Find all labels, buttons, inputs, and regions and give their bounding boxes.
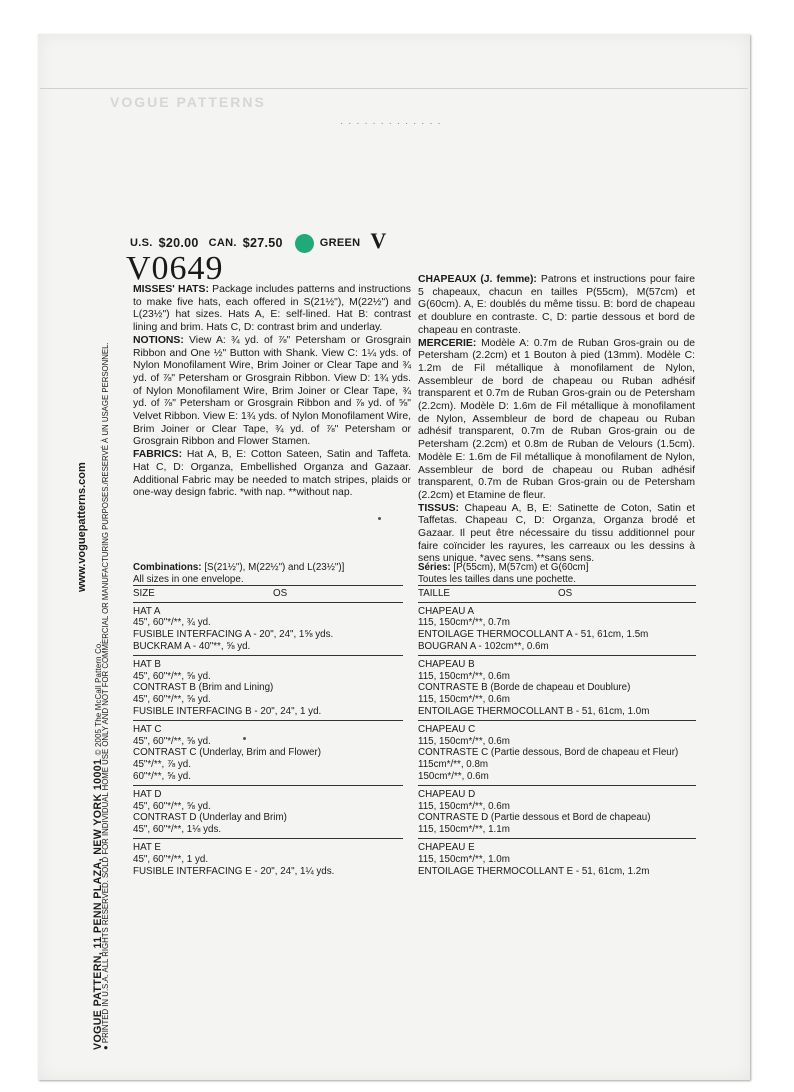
toutes-tailles-note: Toutes les tailles dans une pochette. [418,573,576,585]
yardage-line: 115cm*/**, 0.8m [418,758,489,770]
can-label: CAN. [208,237,237,249]
yardage-line: 115, 150cm*/**, 0.6m [418,693,510,705]
series-label: Séries: [418,562,451,573]
combinations-label: Combinations: [133,562,202,573]
yardage-line: 45", 60"*/**, 1⅛ yds. [133,823,222,835]
group-title: HAT B [133,659,161,671]
mercerie-text: Modèle A: 0.7m de Ruban Gros-grain ou de Petersham (2.2cm) et 1 Bouton à pied (13mm). Modèle C: 1.2m de Fil métallique à monofilament de Nylon, Assembleur de bord de chapeau ou Ruban adhésif transparent et 0.7m de Ruban Gros-grain ou de Petersham (2.2cm). Modèle D: 1.6m de Fil métallique à monofilament de Nylon, Assembleur de bord de chapeau ou Ruban adhésif transparent, 0.7m de Ruban Gros-grain ou de Petersham (2.2cm) et 0.8m de Ruban de Velours (1.5cm). Modèle E: 1.6m de Fil métallique à monofilament de Nylon, Assembleur de bord de chapeau ou Ruban adhésif transparent, 0.7m de Ruban Gros-grain ou de Petersham (2.2cm) et Etamine de fleur. [418,337,695,501]
website-url: www.voguepatterns.com [76,462,88,592]
yardage-line: 45"*/**, ⅞ yd. [133,758,191,770]
yardage-line: 45", 60"*/**, 1 yd. [133,854,209,866]
yardage-line: CONTRASTE C (Partie dessous, Bord de chapeau et Fleur) [418,747,679,759]
hat-group [133,838,403,880]
hat-group [133,655,403,720]
taille-value: OS [558,588,573,600]
mercerie-label: MERCERIE: [418,337,477,349]
chapeau-group [418,838,696,880]
notions-label: NOTIONS: [133,334,184,346]
yardage-line: 45", 60"*/**, ¾ yd. [133,617,211,629]
taille-label: TAILLE [418,588,450,600]
yardage-line: 115, 150cm*/**, 0.6m [418,735,510,747]
english-desc-text: Package includes patterns and instructions to make five hats, each offered in S(21½"), M(22½") and L(23½") hat sizes. Hats A, E: self-lined. Hat B: contrast lining and brim. Hats C, D: contrast brim and underlay. [133,284,411,334]
hat-group [133,603,403,655]
yardage-line: BOUGRAN A - 102cm**, 0.6m [418,640,549,652]
french-heading: CHAPEAUX (J. femme): [418,274,537,285]
yardage-line: ENTOILAGE THERMOCOLLANT A - 51, 61cm, 1.5m [418,628,649,640]
hat-group [133,720,403,785]
group-title: CHAPEAU A [418,605,475,617]
yardage-line: ENTOILAGE THERMOCOLLANT B - 51, 61cm, 1.0m [418,705,650,717]
yardage-line: FUSIBLE INTERFACING A - 20", 24", 1⅝ yds. [133,628,334,640]
group-title: CHAPEAU C [418,724,476,736]
chapeau-group [418,603,696,655]
yardage-line: 115, 150cm*/**, 0.7m [418,617,510,629]
can-price: $27.50 [242,236,283,250]
rights-notice: ● PRINTED IN U.S.A. ALL RIGHTS RESERVED. SOLD FOR INDIVIDUAL HOME USE ONLY AND NOT FOR COMMERCIAL OR MANUFACTURING PURPOSES./RESERVÉ À UN USAGE PERSONNEL. [101,342,110,1050]
tissus-text: Chapeau A, B, E: Satinette de Coton, Satin et Taffetas. Chapeau C, D: Organza, Organza brodé et Gazaar. Il peut être nécessaire du tissu additionnel pour faire coïncider les rayures, les carreaux ou les dessins à sens unique. *avec sens. **sans sens. [418,502,696,565]
hat-groups [133,603,403,880]
fabrics-label: FABRICS: [133,449,183,461]
yardage-table-french [418,562,696,880]
series-text: [P(55cm), M(57cm) et G(60cm] [453,562,589,573]
combinations-text: [S(21½"), M(22½") and L(23½")] [204,562,345,573]
yardage-line: CONTRAST D (Underlay and Brim) [133,812,287,824]
group-title: CHAPEAU B [418,659,475,671]
notions-text: View A: ¾ yd. of ⅞" Petersham or Grosgrain Ribbon and One ½" Button with Shank. View C: 1¼ yds. of Nylon Monofilament Wire, Brim Joiner or Clear Tape and ¾ yd. of ⅞" Petersham or Grosgrain Ribbon. View D: 1¾ yds. of Nylon Monofilament Wire, Brim Joiner or Clear Tape, ¾ yd. of ⅞" Petersham or Grosgrain Ribbon and ⅞ yd. of ⅝" Velvet Ribbon. View E: 1¾ yds. of Nylon Monofilament Wire, Brim Joiner or Clear Tape, ¾ yd. of ⅞" Petersham or Grosgrain Ribbon and Flower Stamen. [133,334,411,448]
french-description [418,274,695,566]
yardage-line: 150cm*/**, 0.6m [418,770,489,782]
yardage-line: CONTRAST B (Brim and Lining) [133,682,274,694]
chapeau-group [418,655,696,720]
size-header-row [133,585,403,603]
color-label: GREEN [319,237,361,249]
group-title: CHAPEAU E [418,842,475,854]
yardage-line: 45", 60"*/**, ⅝ yd. [133,693,211,705]
group-title: CHAPEAU D [418,789,476,801]
size-value: OS [273,588,288,600]
yardage-line: CONTRAST C (Underlay, Brim and Flower) [133,747,321,759]
ink-speck [378,517,381,520]
address-text: VOGUE PATTERN, 11 PENN PLAZA, NEW YORK 10001 [92,758,104,1050]
chapeau-group [418,785,696,838]
faded-brand-text: VOGUE PATTERNS [110,94,266,110]
french-desc-text: Patrons et instructions pour faire 5 chapeaux, chacun en tailles P(55cm), M(57cm) et G(60cm). A, E: doublés du même tissu. B: bord de chapeau et doublure en contraste. C, D: partie dessous et bord de chapeau en contraste. [418,274,695,336]
flap-fold-line [40,88,748,89]
hat-group [133,785,403,838]
yardage-line: 45", 60"*/**, ⅝ yd. [133,800,211,812]
group-title: HAT C [133,724,162,736]
yardage-line: 45", 60"*/**, ⅝ yd. [133,735,211,747]
english-heading: MISSES' HATS: [133,284,209,295]
yardage-line: 115, 150cm*/**, 1.1m [418,823,510,835]
yardage-line: 115, 150cm*/**, 0.6m [418,670,510,682]
copyright-text: © 2005 The McCall Pattern Co. [94,641,103,756]
us-price: $20.00 [158,236,199,250]
taille-header-row [418,585,696,603]
yardage-line: 115, 150cm*/**, 1.0m [418,854,510,866]
group-title: HAT A [133,605,161,617]
chapeau-group [418,720,696,785]
yardage-line: 60"*/**, ⅝ yd. [133,770,191,782]
dotted-marks: · · · · · · · · · · · · · [340,118,442,129]
all-sizes-note: All sizes in one envelope. [133,573,244,585]
pattern-number: V0649 [126,250,224,287]
english-description [133,284,411,500]
us-label: U.S. [130,237,153,249]
yardage-table-english [133,562,403,880]
yardage-line: CONTRASTE D (Partie dessous et Bord de chapeau) [418,812,651,824]
ink-speck [243,737,246,740]
group-title: HAT D [133,789,162,801]
yardage-line: FUSIBLE INTERFACING E - 20", 24", 1¼ yds. [133,865,335,877]
yardage-line: BUCKRAM A - 40"**, ⅝ yd. [133,640,251,652]
size-label: SIZE [133,588,155,600]
chapeau-groups [418,603,696,880]
yardage-line: 45", 60"*/**, ⅝ yd. [133,670,211,682]
color-dot-icon [295,234,314,253]
yardage-line: 115, 150cm*/**, 0.6m [418,800,510,812]
tissus-label: TISSUS: [418,502,459,514]
fabrics-text: Hat A, B, E: Cotton Sateen, Satin and Taffeta. Hat C, D: Organza, Embellished Organza and Gazaar. Additional Fabric may be needed to match stripes, plaids or one-way design fabric. *with nap. **without nap. [133,449,411,499]
group-title: HAT E [133,842,161,854]
yardage-line: FUSIBLE INTERFACING B - 20", 24", 1 yd. [133,705,322,717]
yardage-line: CONTRASTE B (Borde de chapeau et Doublure) [418,682,631,694]
grade-mark: V [370,228,387,253]
yardage-line: ENTOILAGE THERMOCOLLANT E - 51, 61cm, 1.2m [418,865,650,877]
